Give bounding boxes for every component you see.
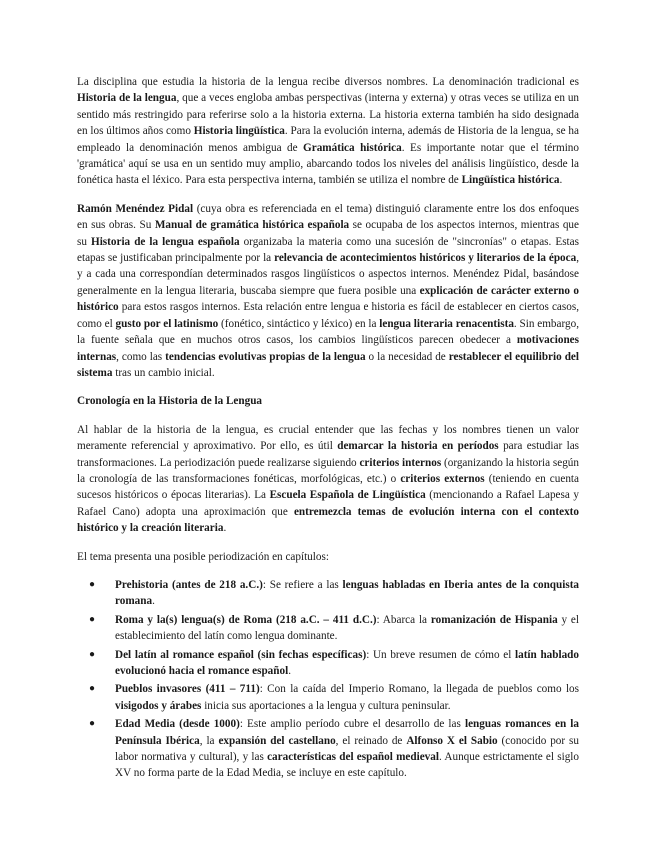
text-run: . — [223, 522, 227, 535]
bold-text: romanización de Hispania — [430, 613, 558, 626]
text-run: : Con la caída del Imperio Romano, la llegada de pueblos como los — [259, 683, 579, 696]
bold-text: Edad Media (desde 1000) — [115, 718, 240, 731]
paragraph — [77, 422, 579, 537]
bullet-icon: ● — [89, 613, 96, 625]
bullet-icon: ● — [89, 683, 96, 695]
paragraph — [77, 74, 579, 189]
bold-text: explicación de carácter externo o histórico — [77, 284, 579, 314]
bullet-icon: ● — [89, 718, 96, 730]
paragraph — [77, 201, 579, 381]
list-item — [77, 716, 579, 782]
text-run: . — [559, 174, 563, 187]
text-run: , que a veces engloba ambas perspectivas (interna y externa) y otras veces se utiliza en un sentido más restringido para referirse solo a la historia externa. La historia externa también ha sido designada en los últimos años como — [77, 92, 580, 138]
list-item-text — [115, 683, 579, 711]
bold-text: criterios externos — [400, 472, 485, 485]
text-run: o la necesidad de — [365, 350, 449, 363]
text-run: tras un cambio inicial. — [112, 366, 215, 379]
list-item — [77, 647, 579, 680]
bold-text: Pueblos invasores (411 – 711) — [115, 683, 260, 696]
bold-text: características del español medieval — [267, 751, 439, 764]
bold-text: latín hablado evolucionó hacia el romance español — [115, 648, 579, 677]
bold-text: visigodos y árabes — [115, 699, 202, 712]
text-run: (cuya obra es referenciada en el tema) distinguió claramente entre los dos enfoques en sus obras. Su — [77, 202, 580, 232]
text-run: , la — [199, 734, 219, 747]
bold-text: Manual de gramática histórica española — [154, 219, 350, 232]
bold-text: Ramón Menéndez Pidal — [77, 202, 194, 215]
bold-text: entremezcla temas de evolución interna con el contexto histórico y la creación literaria — [77, 505, 580, 535]
text-run: , como las — [116, 350, 166, 363]
text-run: : Se refiere a las — [262, 578, 343, 591]
text-run: Al hablar de la historia de la lengua, es crucial entender que las fechas y los nombres tienen un valor meramente referencial y aproximativo. Por ello, es útil — [77, 423, 579, 453]
bold-text: Historia de la lengua — [77, 92, 177, 105]
bullet-icon: ● — [89, 648, 96, 660]
text-run: . Es importante notar que el término 'gramática' aquí se usa en un sentido muy amplio, abarcando todos los niveles del análisis lingüístico, desde la fonética hasta el léxico. Para esta perspectiva interna, también se utiliza el nombre de — [77, 141, 579, 187]
bold-text: lenguas habladas en Iberia antes de la conquista romana — [115, 578, 580, 608]
paragraph — [77, 549, 579, 565]
list-item-text — [115, 649, 579, 677]
text-run: : Un breve resumen de cómo el — [366, 648, 515, 661]
section-heading: Cronología en la Historia de la Lengua — [77, 395, 263, 408]
bold-text: Escuela Española de Lingüística — [269, 489, 426, 502]
bold-text: restablecer el equilibrio del sistema — [77, 350, 579, 379]
bold-text: demarcar la historia en períodos — [337, 440, 499, 453]
text-run: El tema presenta una posible periodización en capítulos: — [77, 550, 329, 563]
bold-text: Lingüística histórica — [461, 174, 560, 187]
document-page — [77, 74, 579, 784]
bold-text: motivaciones internas — [77, 334, 579, 363]
period-list — [77, 577, 579, 782]
bold-text: gusto por el latinismo — [115, 317, 219, 330]
bold-text: Historia lingüística — [193, 125, 285, 138]
bold-text: Roma y la(s) lengua(s) de Roma (218 a.C. – 411 d.C.) — [115, 613, 377, 626]
text-run: (fonético, sintáctico y léxico) en la — [218, 317, 380, 330]
text-run: (mencionando a Rafael Lapesa y Rafael Cano) adopta una aproximación que — [77, 489, 579, 518]
list-item-text — [115, 718, 579, 779]
text-run: : Este amplio período cubre el desarrollo de las — [239, 718, 465, 731]
bold-text: criterios internos — [359, 456, 442, 469]
bold-text: lengua literaria renacentista — [379, 317, 514, 330]
text-run: para estos rasgos internos. Esta relación entre lengua e historia es fácil de establecer en ciertos casos, como el — [77, 301, 579, 330]
text-run: para estudiar las transformaciones. La periodización puede realizarse siguiendo — [77, 440, 580, 469]
text-run: (teniendo en cuenta sucesos históricos o épocas literarias). La — [77, 472, 579, 502]
bold-text: Gramática histórica — [303, 141, 402, 154]
bold-text: Del latín al romance español (sin fechas específicas) — [115, 648, 367, 661]
text-run: . — [288, 665, 291, 677]
bold-text: lenguas romances en la Península Ibérica — [115, 718, 579, 747]
list-item-text — [115, 579, 579, 607]
text-run: inicia sus aportaciones a la lengua y cultura peninsular. — [201, 699, 451, 712]
bold-text: tendencias evolutivas propias de la lengua — [165, 350, 366, 363]
text-run: . Sin embargo, la fuente señala que en muchos otros casos, los cambios lingüísticos parecen obedecer a — [77, 317, 579, 347]
bold-text: Prehistoria (antes de 218 a.C.) — [115, 578, 263, 591]
list-item-text — [115, 614, 579, 642]
bold-text: expansión del castellano — [218, 734, 336, 747]
bullet-icon: ● — [89, 578, 96, 590]
text-run: . — [152, 595, 155, 608]
text-run: , el reinado de — [335, 734, 407, 747]
text-run: (organizando la historia según la cronología de las transformaciones fonéticas, morfológicas, etc.) o — [77, 456, 579, 485]
text-run: . Para la evolución interna, además de Historia de la lengua, se ha empleado la denominación menos ambigua de — [77, 125, 579, 154]
list-item — [77, 612, 579, 645]
text-run: : Abarca la — [376, 613, 431, 626]
text-run: La disciplina que estudia la historia de la lengua recibe diversos nombres. La denominación tradicional es — [77, 76, 579, 88]
text-run: (conocido por su labor normativa y cultural), y las — [115, 734, 579, 764]
text-run: , y a cada una correspondían determinados rasgos lingüísticos o aspectos internos. Menéndez Pidal, basándose generalmente en la lengua literaria, buscaba siempre que fuera posible una — [77, 252, 580, 297]
bold-text: Historia de la lengua española — [91, 235, 240, 248]
list-item — [77, 577, 579, 610]
text-run: . Aunque estrictamente el siglo XV no forma parte de la Edad Media, se incluye en este capítulo. — [115, 751, 579, 780]
bold-text: relevancia de acontecimientos históricos y literarios de la época — [274, 252, 577, 265]
text-run: se ocupaba de los aspectos internos, mientras que su — [77, 219, 579, 248]
text-run: y el establecimiento del latín como lengua dominante. — [115, 613, 580, 643]
list-item — [77, 681, 579, 714]
bold-text: Alfonso X el Sabio — [406, 734, 498, 747]
text-run: organizaba la materia como una sucesión de "sincronías" o etapas. Estas etapas se justificaban principalmente por la — [77, 235, 579, 265]
